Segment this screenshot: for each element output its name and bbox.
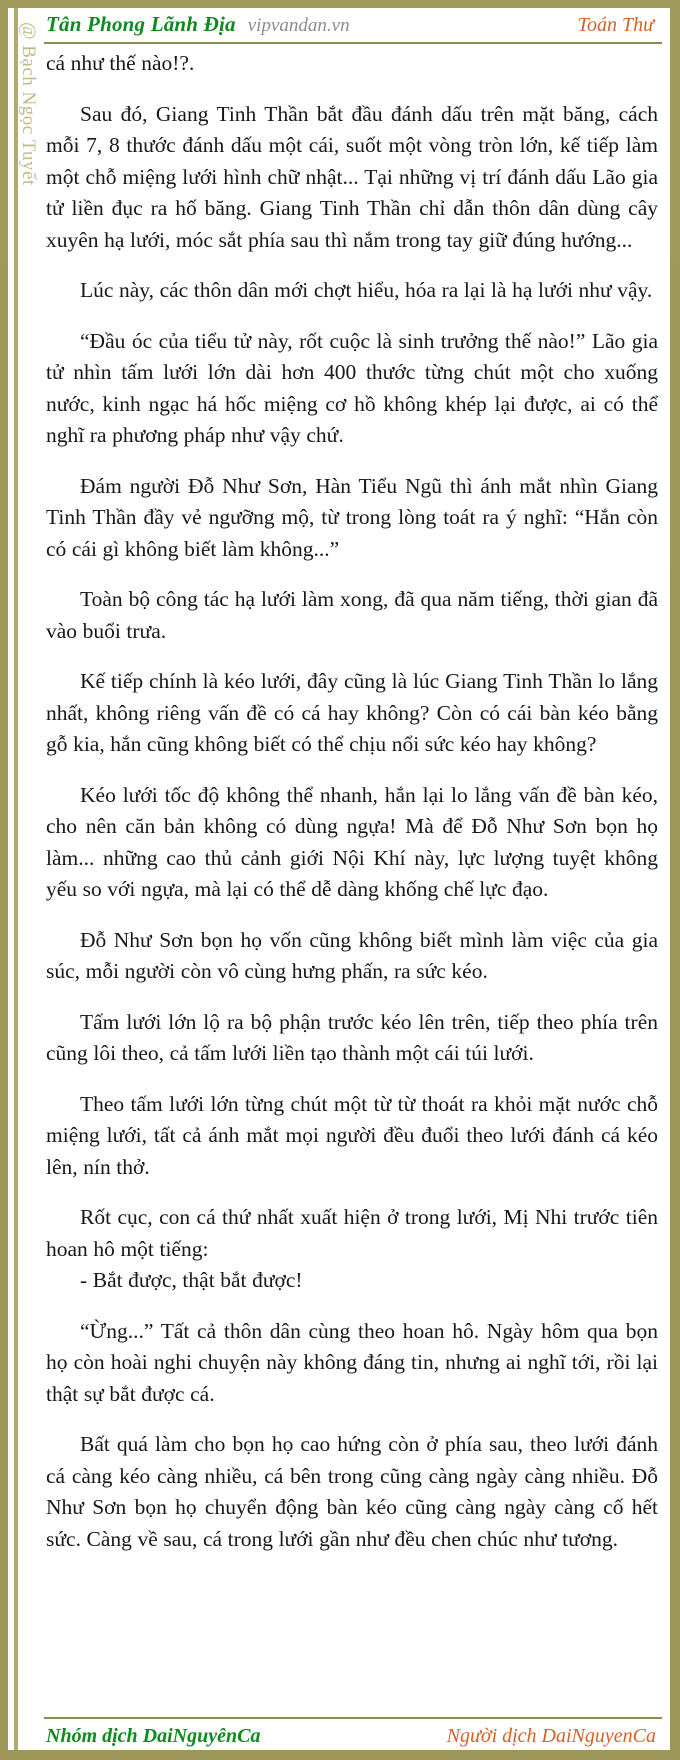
paragraph: Sau đó, Giang Tinh Thần bắt đầu đánh dấu trên mặt băng, cách mỗi 7, 8 thước đánh dấu một cái, suốt một vòng tròn lớn, kế tiếp làm một chỗ miệng lưới hình chữ nhật... Tại những vị trí đánh dấu Lão gia tử liền đục ra hố băng. Giang Tinh Thần chỉ dẫn thôn dân dùng cây xuyên hạ lưới, móc sắt phía sau thì nắm trong tay giữ đúng hướng...: [46, 101, 658, 252]
site-footer: [44, 1717, 662, 1750]
paragraph: “Ừng...” Tất cả thôn dân cùng theo hoan hô. Ngày hôm qua bọn họ còn hoài nghi chuyện này không đáng tin, nhưng ai nghĩ tới, rồi lại thật sự bắt được cá.: [46, 1318, 658, 1406]
paragraph: Rốt cục, con cá thứ nhất xuất hiện ở trong lưới, Mị Nhi trước tiên hoan hô một tiếng:: [46, 1205, 658, 1261]
dialogue-line: - Bắt được, thật bắt được!: [80, 1268, 303, 1292]
sidebar-watermark-rail: [8, 8, 44, 1750]
site-domain-link[interactable]: vipvandan.vn: [247, 15, 350, 36]
chapter-body: [44, 44, 662, 1717]
brand-title: Tân Phong Lãnh Địa: [46, 12, 236, 36]
paragraph: cá như thế nào!?.: [46, 51, 195, 75]
paragraph: Kế tiếp chính là kéo lưới, đây cũng là lúc Giang Tinh Thần lo lắng nhất, không riêng vấn đề có cá hay không? Còn có cái bàn kéo bằng gỗ kia, hắn cũng không biết có thể chịu nổi sức kéo hay không?: [46, 669, 658, 756]
paragraph: “Đầu óc của tiểu tử này, rốt cuộc là sinh trưởng thế nào!” Lão gia tử nhìn tấm lưới lớn dài hơn 400 thước từng chút một cho xuống nước, kinh ngạc há hốc miệng cơ hồ không khép lại được, ai có thể nghĩ ra phương pháp như vậy chứ.: [46, 328, 658, 447]
translation-group-credit: Nhóm dịch DaiNguyênCa: [46, 1725, 261, 1747]
paragraph: Toàn bộ công tác hạ lưới làm xong, đã qua năm tiếng, thời gian đã vào buổi trưa.: [46, 587, 658, 643]
site-header: [44, 8, 662, 44]
translator-credit: Người dịch DaiNguyenCa: [446, 1725, 656, 1747]
paragraph: Theo tấm lưới lớn từng chút một từ từ thoát ra khỏi mặt nước chỗ miệng lưới, tất cả ánh mắt mọi người đều đuổi theo lưới đánh cá kéo lên, nín thở.: [46, 1091, 658, 1179]
paragraph: Kéo lưới tốc độ không thể nhanh, hắn lại lo lắng vấn đề bàn kéo, cho nên căn bản không có dùng ngựa! Mà để Đỗ Như Sơn bọn họ làm... những cao thủ cảnh giới Nội Khí này, lực lượng tuyệt không yếu so với ngựa, mà lại có thể dễ dàng khống chế lực đạo.: [46, 782, 658, 901]
paragraph: Đám người Đỗ Như Sơn, Hàn Tiểu Ngũ thì ánh mắt nhìn Giang Tinh Thần đầy vẻ ngưỡng mộ, từ trong lòng toát ra ý nghĩ: “Hắn còn có cái gì không biết làm không...”: [46, 473, 658, 561]
paragraph: Đỗ Như Sơn bọn họ vốn cũng không biết mình làm việc của gia súc, mỗi người còn vô cùng hưng phấn, ra sức kéo.: [46, 927, 658, 983]
paragraph: Bất quá làm cho bọn họ cao hứng còn ở phía sau, theo lưới đánh cá càng kéo càng nhiều, cá bên trong cũng càng ngày càng nhiều. Đỗ Như Sơn bọn họ chuyển động bàn kéo cũng càng ngày càng cố hết sức. Càng về sau, cá trong lưới gần như đều chen chúc như tương.: [46, 1432, 658, 1551]
book-title: Toán Thư: [577, 14, 654, 36]
page-sheet: [8, 8, 670, 1750]
paragraph: Lúc này, các thôn dân mới chợt hiểu, hóa ra lại là hạ lưới như vậy.: [80, 278, 653, 302]
content-column: [44, 8, 670, 1750]
paragraph: Tấm lưới lớn lộ ra bộ phận trước kéo lên trên, tiếp theo phía trên cũng lôi theo, cả tấm lưới liền tạo thành một cái túi lưới.: [46, 1009, 658, 1065]
watermark-credit-text: @ Bạch Ngọc Tuyết: [18, 22, 39, 186]
